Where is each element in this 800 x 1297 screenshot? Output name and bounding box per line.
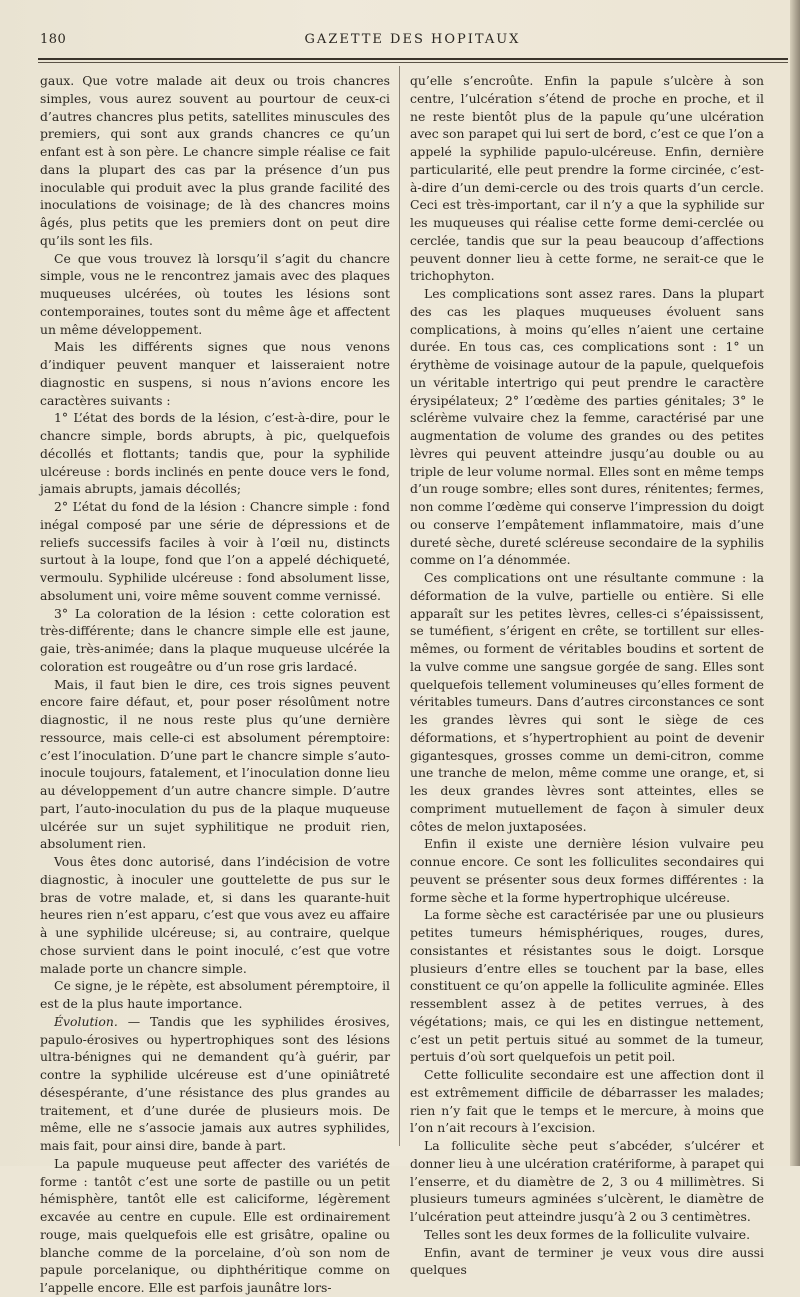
paragraph: Mais, il faut bien le dire, ces trois signes peuvent encore faire défaut, et, pour poser résolûment notre diagnostic, il ne nous reste plus qu’une dernière ressource, mais celle-ci est absolument péremptoire: c’est l’inoculation. D’une part le chancre simple s’auto-inocule toujours, fatalement, et l’inoculation donne lieu au développement d’un autre chancre simple. D’autre part, l’auto-inoculation du pus de la plaque muqueuse ulcérée sur un sujet syphilitique ne produit rien, absolument rien. — [40, 676, 390, 852]
paragraph: Cette folliculite secondaire est une affection dont il est extrêmement difficile de débarrasser les malades; rien n’y fait que le temps et le mercure, à moins que l’on n’ait recours à l’excision. — [410, 1067, 764, 1136]
page-number: 180 — [40, 32, 67, 47]
evolution-text: — Tandis que les syphilides érosives, papulo-érosives ou hypertrophiques sont des lésions ultra-bénignes qui ne demandent qu’à guérir, par contre la syphilide ulcéreuse est d’une opiniâtreté désespérante, d’une résistance des plus grandes au traitement, et d’une durée de plusieurs mois. De même, elle ne s’associe jamais aux autres syphilides, mais fait, pour ainsi dire, bande à part. — [40, 1013, 390, 1153]
paragraph: Enfin, avant de terminer je veux vous dire aussi quelques — [410, 1244, 764, 1278]
page-header — [40, 32, 785, 52]
paragraph: La forme sèche est caractérisée par une ou plusieurs petites tumeurs hémisphériques, rouges, dures, consistantes et résistantes sous le doigt. Lorsque plusieurs d’entre elles se touchent par la base, elles constituent ce qu’on appelle la folliculite agminée. Elles ressemblent assez à de petites verrues, à des végétations; mais, ce qui les en distingue nettement, c’est un petit pertuis situé au sommet de la tumeur, pertuis d’où sort quelquefois un petit poil. — [410, 907, 764, 1065]
header-rule-thin — [38, 62, 788, 63]
evolution-paragraph — [40, 1013, 390, 1155]
paragraph: Ce que vous trouvez là lorsqu’il s’agit du chancre simple, vous ne le rencontrez jamais avec des plaques muqueuses ulcérées, où toutes les lésions sont contemporaines, toutes sont du même âge et affectent un même développement. — [40, 250, 390, 337]
paragraph: Les complications sont assez rares. Dans la plupart des cas les plaques muqueuses évoluent sans complications, à moins qu’elles n’aient une certaine durée. En tous cas, ces complications sont : 1° un érythème de voisinage autour de la papule, quelquefois un véritable intertrigo qui peut prendre le caractère érysipélateux; 2° l’œdème des parties génitales; 3° le sclérème vulvaire chez la femme, caractérisé par une augmentation de volume des grandes ou des petites lèvres qui peuvent atteindre jusqu’au double ou au triple de leur volume normal. Elles sont en même temps d’un rouge sombre; elles sont dures, rénitentes; fermes, non comme l’œdème qui conserve l’impression du doigt ou conserve l’empâtement inflammatoire, mais d’une dureté sèche, dureté scléreuse secondaire de la syphilis comme on l’a dénommée. — [410, 286, 764, 568]
header-rule — [38, 58, 788, 60]
paragraph: Telles sont les deux formes de la folliculite vulvaire. — [424, 1226, 751, 1242]
paragraph: Mais les différents signes que nous venons d’indiquer peuvent manquer et laisseraient notre diagnostic en suspens, si nous n’avions encore les caractères suivants : — [40, 339, 390, 408]
paragraph: Ce signe, je le répète, est absolument péremptoire, il est de la plus haute importance. — [40, 978, 390, 1011]
paragraph: 3° La coloration de la lésion : cette coloration est très-différente; dans le chancre simple elle est jaune, gaie, très-animée; dans la plaque muqueuse ulcérée la coloration est rougeâtre ou d’un rose gris lardacé. — [40, 605, 390, 674]
running-title: GAZETTE DES HOPITAUX — [304, 32, 521, 47]
page-binding-edge — [790, 0, 800, 1166]
paragraph: gaux. Que votre malade ait deux ou trois chancres simples, vous aurez souvent au pourtour de ceux-ci d’autres chancres plus petits, satellites minuscules des premiers, qui sont aux grands chancres ce qu’un enfant est à son père. Le chancre simple réalise ce fait dans la plupart des cas par la présence d’un pus inoculable qui produit avec la plus grande facilité des inoculations de voisinage; de là des chancres moins âgés, plus petits que les premiers dont on peut dire qu’ils sont les fils. — [40, 73, 390, 248]
paragraph: 1° L’état des bords de la lésion, c’est-à-dire, pour le chancre simple, bords abrupts, à pic, quelquefois décollés et flottants; tandis que, pour la syphilide ulcéreuse : bords inclinés en pente douce vers le fond, jamais abrupts, jamais décollés; — [40, 410, 390, 497]
paragraph: qu’elle s’encroûte. Enfin la papule s’ulcère à son centre, l’ulcération s’étend de proche en proche, et il ne reste bientôt plus de la papule qu’une ulcération avec son parapet qui lui sert de bord, c’est ce que l’on a appelé la syphilide papulo-ulcéreuse. Enfin, dernière particularité, elle peut prendre la forme circinée, c’est-à-dire d’un demi-cercle ou des trois quarts d’un cercle. Ceci est très-important, car il n’y a que la syphilide sur les muqueuses qui réalise cette forme demi-cerclée ou cerclée, tandis que sur la peau beaucoup d’affections peuvent donner lieu à cette forme, ne serait-ce que le trichophyton. — [410, 73, 764, 284]
section-label-evolution: Évolution. — [54, 1013, 118, 1029]
paragraph: La papule muqueuse peut affecter des variétés de forme : tantôt c’est une sorte de pastille ou un petit hémisphère, tantôt elle est caliciforme, légèrement excavée au centre en cupule. Elle est ordinairement rouge, mais quelquefois elle est grisâtre, opaline ou blanche comme de la porcelaine, d’où son nom de papule porcelanique, ou diphthéritique comme on l’appelle encore. Elle est parfois jaunâtre lors- — [40, 1155, 390, 1295]
left-column — [40, 72, 390, 1295]
paragraph: 2° L’état du fond de la lésion : Chancre simple : fond inégal composé par une série de dépressions et de reliefs successifs faciles à voir à l’œil nu, distincts surtout à la loupe, fond que l’on a appelé déchiqueté, vermoulu. Syphilide ulcéreuse : fond absolument lisse, absolument uni, voire même souvent comme vernissé. — [40, 499, 390, 603]
paragraph: Ces complications ont une résultante commune : la déformation de la vulve, partielle ou entière. Si elle apparaît sur les petites lèvres, celles-ci s’épaississent, se tuméfient, s’érigent en crête, se tortillent sur elles-mêmes, ou forment de véritables boudins et sortent de la vulve comme une sangsue gorgée de sang. Elles sont quelquefois tellement volumineuses qu’elles forment de véritables tumeurs. Dans d’autres circonstances ce sont les grandes lèvres qui sont le siège de ces déformations, et s’hypertrophient au point de devenir gigantesques, grosses comme un demi-citron, comme une tranche de melon, même comme une orange, et, si les deux grandes lèvres sont atteintes, elles se compriment mutuellement de façon à simuler deux côtes de melon juxtaposées. — [410, 570, 764, 834]
paragraph: Enfin il existe une dernière lésion vulvaire peu connue encore. Ce sont les folliculites secondaires qui peuvent se présenter sous deux formes différentes : la forme sèche et la forme hypertrophique ulcéreuse. — [410, 836, 764, 905]
paragraph: Vous êtes donc autorisé, dans l’indécision de votre diagnostic, à inoculer une gouttelette de pus sur le bras de votre malade, et, si dans les quarante-huit heures rien n’est apparu, c’est que vous avez eu affaire à une syphilide ulcéreuse; si, au contraire, quelque chose survient dans le point inoculé, c’est que votre malade porte un chancre simple. — [40, 854, 390, 976]
right-column — [410, 72, 764, 1278]
column-divider — [399, 66, 400, 1146]
paragraph: La folliculite sèche peut s’abcéder, s’ulcérer et donner lieu à une ulcération cratériforme, à parapet qui l’enserre, et du diamètre de 2, 3 ou 4 millimètres. Si plusieurs tumeurs agminées s’ulcèrent, le diamètre de l’ulcération peut atteindre jusqu’à 2 ou 3 centimètres. — [410, 1138, 764, 1224]
